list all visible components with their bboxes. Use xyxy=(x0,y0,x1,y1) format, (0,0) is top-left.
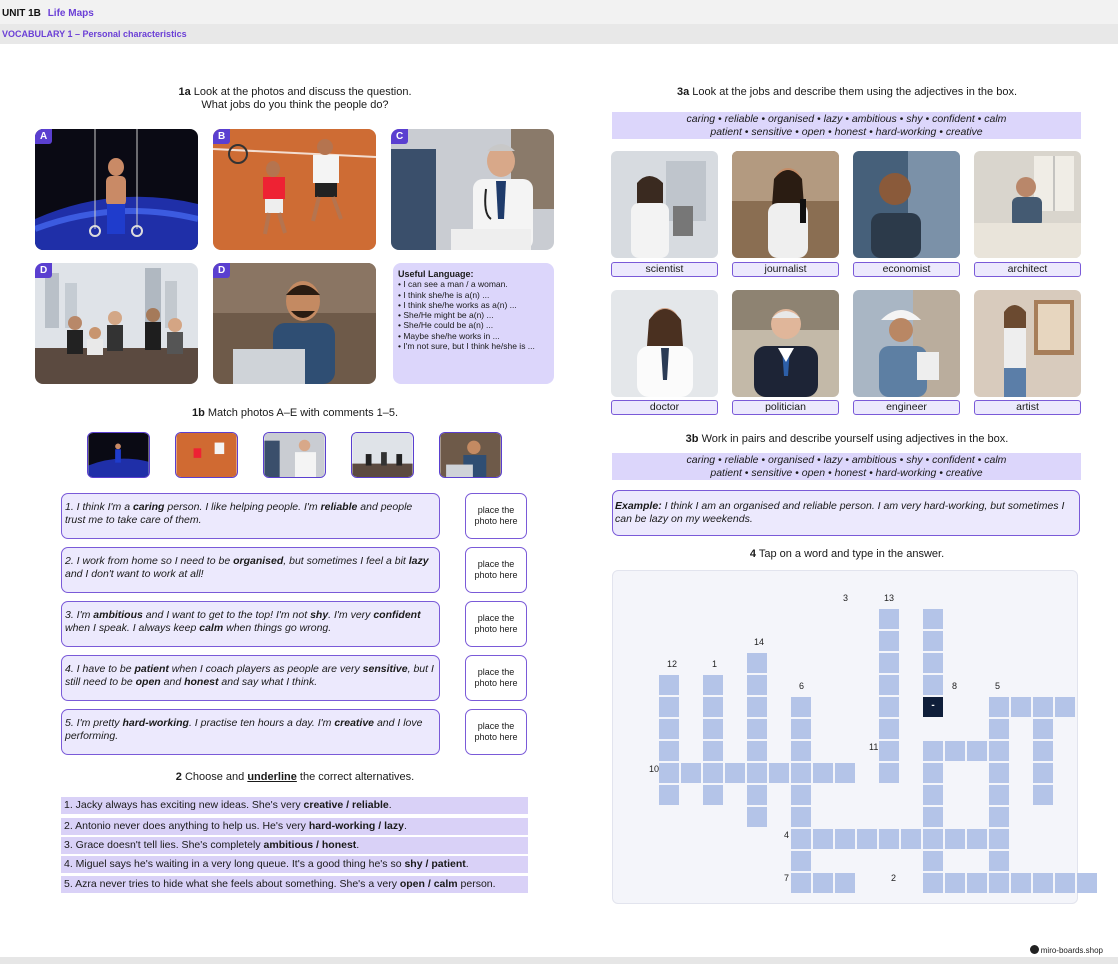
comment-3 xyxy=(61,601,440,647)
sentence-options[interactable]: creative / reliable xyxy=(303,799,389,811)
sentence-3[interactable] xyxy=(61,837,528,854)
clue-number: 13 xyxy=(884,593,895,603)
crossword-cell[interactable] xyxy=(923,763,943,783)
crossword-cell[interactable] xyxy=(1033,697,1053,717)
crossword-cell[interactable] xyxy=(791,807,811,827)
ex4-number: 4 xyxy=(749,548,756,560)
job-label-doctor[interactable]: doctor xyxy=(611,400,718,415)
clue-number: 4 xyxy=(784,830,790,840)
ex3a-number: 3a xyxy=(676,86,690,98)
crossword-cell[interactable] xyxy=(989,851,1009,871)
crossword-cell[interactable] xyxy=(835,763,855,783)
comment-text: and I love performing. xyxy=(65,717,423,742)
crossword-cell[interactable] xyxy=(879,829,899,849)
laptop-thumb-icon xyxy=(440,433,501,477)
crossword-cell[interactable] xyxy=(1055,873,1075,893)
crossword-cell[interactable] xyxy=(923,653,943,673)
comment-text: . I practise ten hours a day. I'm xyxy=(188,717,335,729)
crossword-cell[interactable] xyxy=(659,785,679,805)
job-label-architect[interactable]: architect xyxy=(974,262,1081,277)
comment-keyword: calm xyxy=(199,622,224,634)
job-photo-architect xyxy=(974,151,1081,258)
scientist-photo xyxy=(611,151,718,258)
comment-text: when I speak. I always keep xyxy=(65,622,200,634)
example-label: Example: xyxy=(615,500,662,512)
crossword-cell[interactable] xyxy=(989,873,1009,893)
office-meeting-photo xyxy=(35,263,198,384)
useful-item: • She/He might be a(n) ... xyxy=(398,310,494,321)
comment-text: 3. I'm xyxy=(65,609,94,621)
photo-a[interactable] xyxy=(35,129,198,250)
politician-photo xyxy=(732,290,839,397)
crossword-cell[interactable] xyxy=(791,873,811,893)
comment-keyword: ambitious xyxy=(93,609,143,621)
crossword-cell[interactable] xyxy=(747,763,767,783)
drop-zone-text: photo here xyxy=(474,732,518,742)
sentence-options[interactable]: shy / patient xyxy=(404,858,466,870)
drop-zone-text: place the xyxy=(477,505,515,515)
ex1a-number: 1a xyxy=(178,86,191,98)
ex3a-text: Look at the jobs and describe them using the adjectives in the box. xyxy=(692,86,1018,98)
comment-keyword: hard-working xyxy=(122,717,189,729)
comment-text: when things go wrong. xyxy=(223,622,332,634)
example-text: I think I am an organised and reliable person. I am very hard-working, but sometimes I can be lazy on my weekends. xyxy=(615,500,1065,525)
comment-text: when I coach players as people are very xyxy=(168,663,363,675)
example-box xyxy=(612,490,1080,536)
comment-text: , but sometimes I feel a bit xyxy=(283,555,409,567)
sentence-1[interactable] xyxy=(61,797,528,814)
clue-number: 8 xyxy=(952,681,958,691)
job-photo-journalist xyxy=(732,151,839,258)
sentence-4[interactable] xyxy=(61,856,528,873)
comment-text: person. I like helping people. I'm xyxy=(164,501,321,513)
comment-text: and say what I think. xyxy=(218,676,318,688)
drop-zone-4[interactable] xyxy=(465,655,527,701)
adjective-line: patient • sensitive • open • honest • hard-working • creative xyxy=(710,466,983,479)
job-label-artist[interactable]: artist xyxy=(974,400,1081,415)
crossword-cell[interactable] xyxy=(923,829,943,849)
crossword-cell[interactable] xyxy=(923,631,943,651)
comment-text: , but I still need to be xyxy=(65,663,434,688)
useful-language-box xyxy=(393,263,554,384)
gymnast-thumb-icon xyxy=(88,433,149,477)
sentence-text: . xyxy=(403,820,407,832)
crossword-cell[interactable] xyxy=(681,763,701,783)
job-label-engineer[interactable]: engineer xyxy=(853,400,960,415)
crossword-cell[interactable] xyxy=(1055,697,1075,717)
ex2-text: the correct alternatives. xyxy=(296,771,415,783)
crossword-cell[interactable] xyxy=(967,829,987,849)
doctor-thumb-icon xyxy=(264,433,325,477)
useful-language-heading: Useful Language: xyxy=(398,269,474,279)
crossword-cell[interactable] xyxy=(879,631,899,651)
crossword-cell[interactable] xyxy=(879,697,899,717)
tennis-thumb-icon xyxy=(176,433,237,477)
sentence-options[interactable]: hard-working / lazy xyxy=(308,820,404,832)
ex1b-text: Match photos A–E with comments 1–5. xyxy=(207,407,399,419)
man-laptop-photo xyxy=(213,263,376,384)
architect-photo xyxy=(974,151,1081,258)
comment-text: . I'm very xyxy=(328,609,374,621)
crossword-cell[interactable] xyxy=(879,609,899,629)
crossword-cell[interactable] xyxy=(1077,873,1097,893)
unit-title: Life Maps xyxy=(47,8,94,19)
photo-a-label: A xyxy=(35,129,52,144)
job-label-scientist[interactable]: scientist xyxy=(611,262,718,277)
photo-c[interactable] xyxy=(391,129,554,250)
comment-text: and I don't want to work at all! xyxy=(65,568,204,580)
comment-text: and xyxy=(160,676,185,688)
comment-keyword: caring xyxy=(132,501,165,513)
drop-zone-5[interactable] xyxy=(465,709,527,755)
crossword-cell[interactable] xyxy=(791,763,811,783)
tennis-coach-photo xyxy=(213,129,376,250)
crossword-cell[interactable] xyxy=(945,829,965,849)
comment-text: and I want to get to the top! I'm not xyxy=(142,609,311,621)
crossword-cell[interactable] xyxy=(703,763,723,783)
crossword-cell[interactable] xyxy=(703,697,723,717)
ex2-number: 2 xyxy=(175,771,182,783)
brand-logo-icon xyxy=(1030,945,1039,954)
ex3a-instruction xyxy=(612,86,1082,99)
comment-keyword: organised xyxy=(233,555,284,567)
comment-keyword: reliable xyxy=(320,501,358,513)
crossword-cell[interactable] xyxy=(967,741,987,761)
sentence-text: . xyxy=(356,839,360,851)
unit-label: UNIT 1B xyxy=(2,8,41,19)
crossword-cell[interactable] xyxy=(747,785,767,805)
crossword-cell[interactable] xyxy=(923,675,943,695)
sentence-text: 5. Azra never tries to hide what she feels about something. She's a very xyxy=(64,878,400,890)
sentence-5[interactable] xyxy=(61,876,528,893)
crossword-cell[interactable] xyxy=(879,763,899,783)
sentence-text: . xyxy=(465,858,469,870)
sentence-text: 2. Antonio never does anything to help us. He's very xyxy=(64,820,309,832)
crossword-cell[interactable] xyxy=(791,851,811,871)
comment-text: 5. I'm pretty xyxy=(65,717,123,729)
sentence-text: . xyxy=(388,799,392,811)
comment-keyword: confident xyxy=(373,609,421,621)
crossword-cell[interactable] xyxy=(923,785,943,805)
crossword-cell[interactable] xyxy=(791,719,811,739)
photo-d1[interactable] xyxy=(35,263,198,384)
artist-photo xyxy=(974,290,1081,397)
crossword-cell[interactable] xyxy=(1033,873,1053,893)
female-doctor-photo xyxy=(611,290,718,397)
crossword-cell[interactable] xyxy=(725,763,745,783)
crossword-cell[interactable] xyxy=(747,653,767,673)
clue-number: 12 xyxy=(667,659,678,669)
crossword-cell[interactable] xyxy=(879,653,899,673)
ex2-instruction xyxy=(130,771,460,784)
crossword-cell-active[interactable]: - xyxy=(923,697,943,717)
useful-item: • I think she/he works as a(n) ... xyxy=(398,299,517,310)
crossword-cell[interactable] xyxy=(923,609,943,629)
crossword-cell[interactable] xyxy=(989,829,1009,849)
crossword-cell[interactable] xyxy=(813,763,833,783)
job-photo-economist xyxy=(853,151,960,258)
crossword-cell[interactable] xyxy=(923,807,943,827)
ex1b-instruction xyxy=(130,407,460,420)
comment-text: 1. I think I'm a xyxy=(65,501,133,513)
useful-item: • I think she/he is a(n) ... xyxy=(398,289,490,300)
thumb-laptop[interactable] xyxy=(439,432,502,478)
crossword-cell[interactable] xyxy=(835,873,855,893)
comment-keyword: creative xyxy=(334,717,375,729)
job-photo-doctor xyxy=(611,290,718,397)
crossword-cell[interactable] xyxy=(989,697,1009,717)
photo-b-label: B xyxy=(213,129,230,144)
economist-photo xyxy=(853,151,960,258)
photo-d2-label: D xyxy=(213,263,230,278)
doctor-photo xyxy=(391,129,554,250)
clue-number: 11 xyxy=(869,742,879,752)
bottom-bar xyxy=(0,957,1118,964)
crossword-cell[interactable] xyxy=(1011,697,1031,717)
ex4-text: Tap on a word and type in the answer. xyxy=(758,548,945,560)
ex3b-instruction xyxy=(612,433,1082,446)
useful-item: • I'm not sure, but I think he/she is ... xyxy=(398,341,535,352)
sentence-text: 1. Jacky always has exciting new ideas. She's very xyxy=(64,799,304,811)
crossword-cell[interactable] xyxy=(901,829,921,849)
ex1a-line2: What jobs do you think the people do? xyxy=(201,99,389,111)
sentence-text: 3. Grace doesn't tell lies. She's completely xyxy=(64,839,264,851)
crossword-cell[interactable] xyxy=(1011,873,1031,893)
crossword-cell[interactable] xyxy=(703,741,723,761)
meeting-thumb-icon xyxy=(352,433,413,477)
crossword-cell[interactable] xyxy=(659,719,679,739)
crossword-cell[interactable] xyxy=(791,829,811,849)
crossword-cell[interactable] xyxy=(989,763,1009,783)
crossword-cell[interactable] xyxy=(659,763,679,783)
section-header: VOCABULARY 1 – Personal characteristics xyxy=(0,24,1118,44)
sentence-text: person. xyxy=(457,878,496,890)
thumb-tennis[interactable] xyxy=(175,432,238,478)
crossword-puzzle[interactable] xyxy=(612,570,1078,904)
comment-text: 2. I work from home so I need to be xyxy=(65,555,234,567)
adjective-line: patient • sensitive • open • honest • hard-working • creative xyxy=(710,125,983,138)
sentence-options[interactable]: ambitious / honest xyxy=(263,839,357,851)
drop-zone-text: photo here xyxy=(474,570,518,580)
thumb-meeting[interactable] xyxy=(351,432,414,478)
journalist-photo xyxy=(732,151,839,258)
photo-c-label: C xyxy=(391,129,408,144)
crossword-cell[interactable] xyxy=(791,697,811,717)
adjective-line: caring • reliable • organised • lazy • ambitious • shy • confident • calm xyxy=(686,113,1007,125)
ex2-text: Choose and xyxy=(184,771,248,783)
drop-zone-text: photo here xyxy=(474,678,518,688)
comment-keyword: lazy xyxy=(408,555,429,567)
comment-keyword: patient xyxy=(134,663,169,675)
crossword-cell[interactable] xyxy=(703,675,723,695)
unit-header xyxy=(0,0,1118,24)
crossword-cell[interactable] xyxy=(857,829,877,849)
sentence-text: 4. Miguel says he's waiting in a very long queue. It's a good thing he's so xyxy=(64,858,405,870)
crossword-cell[interactable] xyxy=(769,763,789,783)
job-label-politician[interactable]: politician xyxy=(732,400,839,415)
ex1b-number: 1b xyxy=(191,407,205,419)
brand-text: miro-boards.shop xyxy=(1040,946,1103,955)
adjective-line: caring • reliable • organised • lazy • ambitious • shy • confident • calm xyxy=(686,454,1007,466)
crossword-cell[interactable] xyxy=(879,741,899,761)
crossword-cell[interactable] xyxy=(989,807,1009,827)
photo-d2[interactable] xyxy=(213,263,376,384)
engineer-photo xyxy=(853,290,960,397)
ex3b-text: Work in pairs and describe yourself using adjectives in the box. xyxy=(701,433,1009,445)
comment-keyword: shy xyxy=(310,609,329,621)
comment-5 xyxy=(61,709,440,755)
ex1a-line1: Look at the photos and discuss the question. xyxy=(193,86,412,98)
crossword-cell[interactable] xyxy=(1033,785,1053,805)
clue-number: 14 xyxy=(754,637,765,647)
useful-item: • Maybe she/he works in ... xyxy=(398,330,500,341)
crossword-cell[interactable] xyxy=(989,719,1009,739)
ex1a-instruction xyxy=(120,86,470,112)
comment-text: 4. I have to be xyxy=(65,663,135,675)
clue-number: 2 xyxy=(891,873,897,883)
sentence-2[interactable] xyxy=(61,818,528,835)
crossword-cell[interactable] xyxy=(835,829,855,849)
crossword-cell[interactable] xyxy=(747,807,767,827)
comment-4 xyxy=(61,655,440,701)
comment-2 xyxy=(61,547,440,593)
crossword-cell[interactable] xyxy=(989,785,1009,805)
crossword-cell[interactable] xyxy=(923,873,943,893)
job-label-journalist[interactable]: journalist xyxy=(732,262,839,277)
clue-number: 1 xyxy=(712,659,718,669)
drop-zone-text: photo here xyxy=(474,516,518,526)
crossword-cell[interactable] xyxy=(813,873,833,893)
drop-zone-1[interactable] xyxy=(465,493,527,539)
crossword-cell[interactable] xyxy=(747,741,767,761)
crossword-cell[interactable] xyxy=(659,697,679,717)
useful-item: • I can see a man / a woman. xyxy=(398,279,508,290)
useful-item: • She/He could be a(n) ... xyxy=(398,320,494,331)
job-photo-artist xyxy=(974,290,1081,397)
crossword-cell[interactable] xyxy=(747,675,767,695)
drop-zone-text: place the xyxy=(477,721,515,731)
crossword-cell[interactable] xyxy=(659,675,679,695)
crossword-cell[interactable] xyxy=(1033,741,1053,761)
comment-text: and people trust me to take care of them. xyxy=(65,501,413,526)
crossword-cell[interactable] xyxy=(879,675,899,695)
clue-number: 6 xyxy=(799,681,805,691)
drop-zone-text: place the xyxy=(477,559,515,569)
brand-watermark xyxy=(1030,945,1103,955)
crossword-cell[interactable] xyxy=(703,719,723,739)
crossword-cell[interactable] xyxy=(1033,719,1053,739)
drop-zone-text: place the xyxy=(477,667,515,677)
comment-keyword: honest xyxy=(184,676,219,688)
job-photo-politician xyxy=(732,290,839,397)
crossword-cell[interactable] xyxy=(813,829,833,849)
adjective-box-3b xyxy=(612,453,1081,480)
thumb-gymnast[interactable] xyxy=(87,432,150,478)
job-photo-scientist xyxy=(611,151,718,258)
crossword-cell[interactable] xyxy=(923,741,943,761)
photo-b[interactable] xyxy=(213,129,376,250)
clue-number: 3 xyxy=(843,593,849,603)
thumb-doctor[interactable] xyxy=(263,432,326,478)
crossword-cell[interactable] xyxy=(967,873,987,893)
job-label-economist[interactable]: economist xyxy=(853,262,960,277)
crossword-cell[interactable] xyxy=(747,697,767,717)
clue-number: 10 xyxy=(649,764,660,774)
crossword-cell[interactable] xyxy=(659,741,679,761)
crossword-cell[interactable] xyxy=(747,719,767,739)
crossword-cell[interactable] xyxy=(945,873,965,893)
job-photo-engineer xyxy=(853,290,960,397)
photo-d1-label: D xyxy=(35,263,52,278)
ex3b-number: 3b xyxy=(685,433,699,445)
crossword-cell[interactable] xyxy=(791,785,811,805)
ex4-instruction xyxy=(612,548,1082,561)
crossword-cell[interactable] xyxy=(945,741,965,761)
drop-zone-text: photo here xyxy=(474,624,518,634)
clue-number: 7 xyxy=(784,873,790,883)
comment-keyword: sensitive xyxy=(362,663,408,675)
crossword-cell[interactable] xyxy=(1033,763,1053,783)
crossword-cell[interactable] xyxy=(989,741,1009,761)
crossword-cell[interactable] xyxy=(879,719,899,739)
crossword-cell[interactable] xyxy=(703,785,723,805)
gymnast-photo xyxy=(35,129,198,250)
crossword-cell[interactable] xyxy=(923,851,943,871)
adjective-box-3a xyxy=(612,112,1081,139)
clue-number: 5 xyxy=(995,681,1001,691)
comment-keyword: open xyxy=(135,676,161,688)
comment-1 xyxy=(61,493,440,539)
crossword-cell[interactable] xyxy=(791,741,811,761)
drop-zone-2[interactable] xyxy=(465,547,527,593)
sentence-options[interactable]: open / calm xyxy=(399,878,458,890)
drop-zone-text: place the xyxy=(477,613,515,623)
ex2-underline-word: underline xyxy=(247,771,297,783)
drop-zone-3[interactable] xyxy=(465,601,527,647)
